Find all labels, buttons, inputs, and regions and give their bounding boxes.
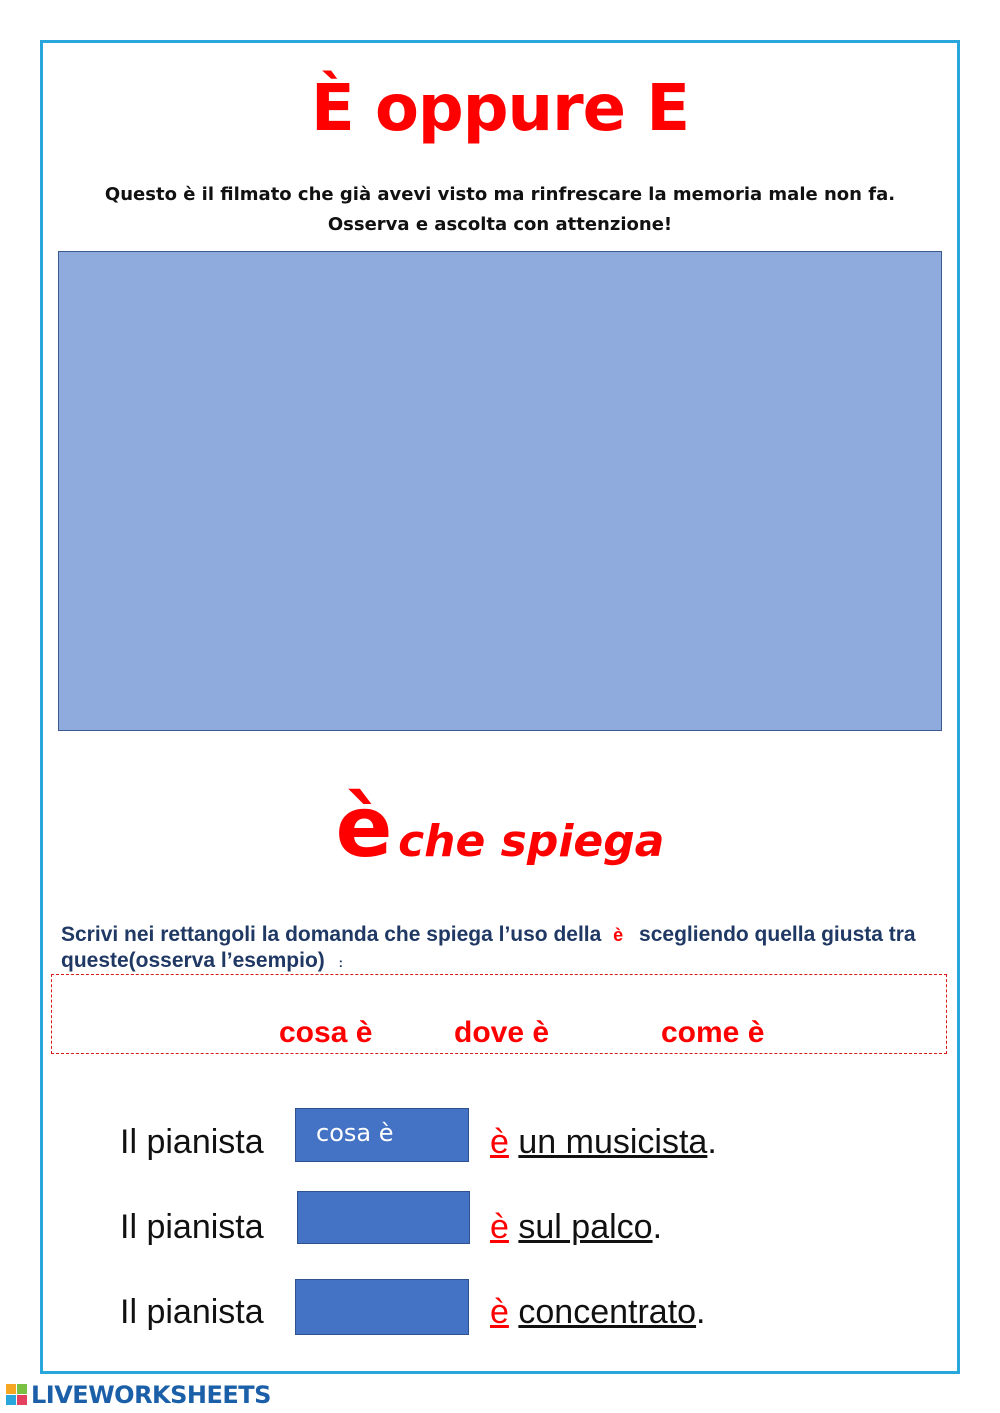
- row-2-sentence: [490, 1208, 662, 1247]
- row-3-sentence: [490, 1293, 706, 1332]
- row-2-verb: è: [490, 1208, 509, 1246]
- row-3-end: .: [696, 1293, 706, 1331]
- page-title: È oppure E: [310, 72, 690, 146]
- instructions-part-1: Scrivi nei rettangoli la domanda che spiega l’uso della: [61, 923, 602, 946]
- section-heading: [0, 778, 1000, 876]
- row-2-answer-box[interactable]: [297, 1191, 470, 1244]
- row-2-label: Il pianista: [120, 1208, 264, 1246]
- instructions-colon: :: [338, 955, 343, 970]
- liveworksheets-logo-icon: [6, 1384, 28, 1406]
- instructions-highlight: è: [613, 925, 624, 945]
- intro-line-2: Osserva e ascolta con attenzione!: [327, 214, 673, 235]
- row-1-label: Il pianista: [120, 1123, 264, 1161]
- option-dove: dove è: [454, 1016, 550, 1049]
- option-cosa: cosa è: [279, 1016, 373, 1049]
- row-1-answer-box[interactable]: cosa è: [295, 1108, 469, 1162]
- intro-line-1: Questo è il filmato che già avevi visto ma rinfrescare la memoria male non fa.: [104, 184, 896, 205]
- instructions: [61, 922, 941, 976]
- video-placeholder[interactable]: [58, 251, 942, 731]
- option-come: come è: [661, 1016, 765, 1049]
- liveworksheets-logo-text: LIVEWORKSHEETS: [31, 1381, 271, 1409]
- row-3-rest: concentrato: [518, 1293, 697, 1331]
- row-2-end: .: [652, 1208, 663, 1246]
- section-heading-text: che spiega: [398, 816, 665, 867]
- section-heading-letter: è: [335, 778, 393, 876]
- row-3-label: Il pianista: [120, 1293, 264, 1331]
- row-2-rest: sul palco: [518, 1208, 653, 1246]
- row-3-verb: è: [490, 1293, 509, 1331]
- instructions-part-2: scegliendo quella giusta tra queste(osserva l’esempio): [61, 923, 916, 972]
- row-3-answer-box[interactable]: [295, 1279, 469, 1335]
- liveworksheets-logo[interactable]: [6, 1381, 271, 1409]
- row-1-verb: è: [490, 1123, 509, 1161]
- row-1-sentence: [490, 1123, 717, 1162]
- row-1-rest: un musicista: [518, 1123, 708, 1161]
- row-1-end: .: [707, 1123, 717, 1161]
